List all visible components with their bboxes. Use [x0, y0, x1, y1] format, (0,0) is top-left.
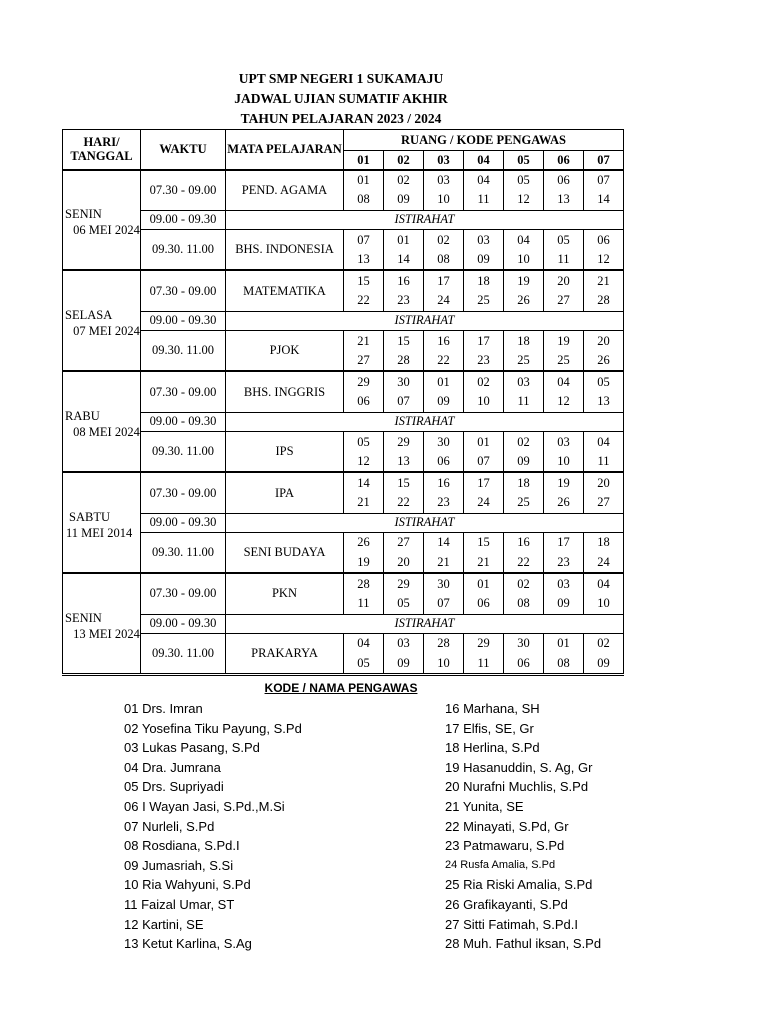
- supervisor-code: 23: [384, 291, 424, 311]
- supervisor-code: 19: [544, 472, 584, 493]
- header-room-03: 03: [424, 151, 464, 170]
- supervisor-entry: 23 Patmawaru, S.Pd: [445, 838, 565, 854]
- supervisor-code: 13: [344, 250, 384, 271]
- supervisor-code: 10: [544, 452, 584, 473]
- supervisor-code: 13: [384, 452, 424, 473]
- table-row: [63, 311, 624, 331]
- supervisor-code: 08: [544, 654, 584, 675]
- supervisor-entry: 27 Sitti Fatimah, S.Pd.I: [445, 916, 578, 932]
- supervisor-code: 09: [544, 594, 584, 614]
- supervisor-code: 24: [464, 493, 504, 513]
- supervisor-code: 07: [384, 392, 424, 412]
- header-time: WAKTU: [141, 130, 226, 170]
- supervisor-entry: 01 Drs. Imran: [124, 701, 203, 716]
- legend-title: KODE / NAMA PENGAWAS: [264, 681, 418, 695]
- session-time: 07.30 - 09.00: [141, 371, 226, 412]
- session-subject: PEND. AGAMA: [226, 170, 344, 211]
- supervisor-code: 22: [424, 351, 464, 372]
- supervisor-code: 26: [504, 291, 544, 311]
- supervisor-code: 21: [344, 331, 384, 351]
- session-time: 09.30. 11.00: [141, 634, 226, 675]
- supervisor-entry: 03 Lukas Pasang, S.Pd: [124, 740, 260, 756]
- supervisor-entry: 12 Kartini, SE: [124, 916, 204, 932]
- supervisor-code: 06: [504, 654, 544, 675]
- supervisor-code: 02: [504, 432, 544, 452]
- supervisor-code: 29: [384, 573, 424, 594]
- day-name: SENIN: [65, 206, 102, 221]
- supervisor-entry: 19 Hasanuddin, S. Ag, Gr: [445, 759, 593, 775]
- session-subject: PJOK: [226, 331, 344, 372]
- supervisor-entry: 16 Marhana, SH: [445, 701, 540, 716]
- supervisor-code: 01: [464, 573, 504, 594]
- supervisor-code: 26: [344, 533, 384, 553]
- table-row: [63, 371, 624, 392]
- header-subject: MATA PELAJARAN: [226, 130, 344, 170]
- supervisor-code: 18: [504, 331, 544, 351]
- supervisor-entry: 07 Nurleli, S.Pd: [124, 818, 215, 834]
- table-row: [63, 432, 624, 452]
- supervisor-code: 01: [384, 230, 424, 250]
- supervisor-code: 27: [384, 533, 424, 553]
- session-time: 07.30 - 09.00: [141, 472, 226, 513]
- day-name: SENIN: [65, 610, 102, 625]
- day-date: 11 MEI 2014: [66, 525, 133, 540]
- header-room-06: 06: [544, 151, 584, 170]
- day-date-cell: [63, 472, 141, 573]
- session-subject: PKN: [226, 573, 344, 614]
- supervisor-code: 23: [464, 351, 504, 372]
- supervisor-code: 19: [544, 331, 584, 351]
- day-date: 07 MEI 2024: [73, 323, 140, 338]
- supervisor-code: 10: [464, 392, 504, 412]
- supervisor-code: 06: [584, 230, 624, 250]
- academic-year: TAHUN PELAJARAN 2023 / 2024: [240, 111, 442, 126]
- supervisor-code: 14: [584, 190, 624, 210]
- supervisor-code: 03: [424, 170, 464, 191]
- supervisor-code: 02: [384, 170, 424, 191]
- supervisor-code: 21: [464, 553, 504, 574]
- schedule-body: [63, 170, 624, 675]
- supervisor-code: 12: [544, 392, 584, 412]
- supervisor-entry: 05 Drs. Supriyadi: [124, 779, 224, 795]
- supervisor-code: 04: [344, 634, 384, 654]
- supervisor-code: 03: [464, 230, 504, 250]
- supervisor-code: 04: [544, 371, 584, 392]
- supervisor-code: 17: [464, 472, 504, 493]
- session-subject: SENI BUDAYA: [226, 533, 344, 574]
- supervisor-code: 07: [464, 452, 504, 473]
- supervisor-code: 11: [464, 190, 504, 210]
- break-label: ISTIRAHAT: [226, 311, 624, 331]
- session-time: 07.30 - 09.00: [141, 170, 226, 211]
- session-time: 09.30. 11.00: [141, 533, 226, 574]
- break-time: 09.00 - 09.30: [141, 311, 226, 331]
- table-row: [63, 210, 624, 230]
- supervisor-list-right: [445, 699, 601, 954]
- supervisor-code: 12: [344, 452, 384, 473]
- supervisor-code: 08: [504, 594, 544, 614]
- supervisor-code: 28: [344, 573, 384, 594]
- supervisor-code: 25: [544, 351, 584, 372]
- session-subject: IPA: [226, 472, 344, 513]
- table-row: [63, 614, 624, 634]
- supervisor-code: 01: [464, 432, 504, 452]
- supervisor-code: 21: [584, 270, 624, 291]
- header-room-07: 07: [584, 151, 624, 170]
- supervisor-code: 24: [424, 291, 464, 311]
- supervisor-code: 05: [344, 432, 384, 452]
- break-label: ISTIRAHAT: [226, 513, 624, 533]
- supervisor-code: 04: [584, 432, 624, 452]
- session-time: 09.30. 11.00: [141, 230, 226, 271]
- supervisor-entry: 22 Minayati, S.Pd, Gr: [445, 818, 569, 834]
- table-row: [63, 634, 624, 654]
- supervisor-entry: 17 Elfis, SE, Gr: [445, 720, 534, 736]
- supervisor-code: 08: [424, 250, 464, 271]
- supervisor-code: 30: [424, 432, 464, 452]
- supervisor-code: 04: [504, 230, 544, 250]
- supervisor-entry: 28 Muh. Fathul iksan, S.Pd: [445, 936, 602, 952]
- supervisor-entry: 02 Yosefina Tiku Payung, S.Pd: [124, 720, 302, 736]
- supervisor-code: 01: [424, 371, 464, 392]
- session-subject: PRAKARYA: [226, 634, 344, 675]
- supervisor-code: 16: [424, 472, 464, 493]
- supervisor-code: 20: [584, 331, 624, 351]
- supervisor-code: 14: [424, 533, 464, 553]
- supervisor-code: 20: [584, 472, 624, 493]
- supervisor-code: 22: [384, 493, 424, 513]
- supervisor-code: 18: [584, 533, 624, 553]
- supervisor-code: 03: [544, 432, 584, 452]
- supervisor-entry: 04 Dra. Jumrana: [124, 759, 221, 775]
- supervisor-code: 19: [504, 270, 544, 291]
- table-row: [63, 513, 624, 533]
- break-time: 09.00 - 09.30: [141, 614, 226, 634]
- supervisor-code: 07: [424, 594, 464, 614]
- supervisor-code: 05: [504, 170, 544, 191]
- supervisor-entry: 11 Faizal Umar, ST: [124, 896, 235, 912]
- day-name: SABTU: [69, 509, 110, 524]
- supervisor-code: 01: [344, 170, 384, 191]
- supervisor-code: 26: [544, 493, 584, 513]
- supervisor-code: 13: [544, 190, 584, 210]
- supervisor-code: 20: [544, 270, 584, 291]
- table-row: [63, 170, 624, 191]
- break-label: ISTIRAHAT: [226, 210, 624, 230]
- supervisor-code: 10: [504, 250, 544, 271]
- supervisor-entry: 24 Rusfa Amalia, S.Pd: [445, 858, 556, 871]
- supervisor-entry: 18 Herlina, S.Pd: [445, 740, 540, 756]
- supervisor-code: 10: [424, 654, 464, 675]
- header-room-02: 02: [384, 151, 424, 170]
- supervisor-code: 16: [384, 270, 424, 291]
- supervisor-code: 23: [544, 553, 584, 574]
- supervisor-code: 18: [504, 472, 544, 493]
- supervisor-entry: 10 Ria Wahyuni, S.Pd: [124, 877, 251, 893]
- supervisor-code: 27: [344, 351, 384, 372]
- supervisor-code: 27: [544, 291, 584, 311]
- supervisor-code: 14: [344, 472, 384, 493]
- supervisor-code: 15: [464, 533, 504, 553]
- table-row: [63, 270, 624, 291]
- session-subject: IPS: [226, 432, 344, 473]
- day-date-cell: [63, 573, 141, 674]
- supervisor-code: 26: [584, 351, 624, 372]
- school-name: UPT SMP NEGERI 1 SUKAMAJU: [238, 71, 444, 86]
- header-day-date: HARI/ TANGGAL: [63, 130, 141, 170]
- supervisor-code: 10: [584, 594, 624, 614]
- supervisor-code: 23: [424, 493, 464, 513]
- supervisor-code: 17: [424, 270, 464, 291]
- supervisor-code: 20: [384, 553, 424, 574]
- supervisor-code: 27: [584, 493, 624, 513]
- supervisor-entry: 20 Nurafni Muchlis, S.Pd: [445, 779, 589, 795]
- supervisor-code: 04: [464, 170, 504, 191]
- day-name: RABU: [65, 408, 100, 423]
- day-name: SELASA: [65, 307, 113, 322]
- supervisor-code: 25: [504, 493, 544, 513]
- table-row: [63, 533, 624, 553]
- supervisor-code: 17: [464, 331, 504, 351]
- supervisor-code: 21: [344, 493, 384, 513]
- supervisor-code: 09: [424, 392, 464, 412]
- supervisor-code: 16: [504, 533, 544, 553]
- supervisor-code: 09: [384, 654, 424, 675]
- supervisor-code: 03: [384, 634, 424, 654]
- supervisor-code: 28: [584, 291, 624, 311]
- header-room-05: 05: [504, 151, 544, 170]
- supervisor-code: 15: [384, 472, 424, 493]
- supervisor-entry: 06 I Wayan Jasi, S.Pd.,M.Si: [124, 798, 285, 814]
- session-time: 09.30. 11.00: [141, 432, 226, 473]
- supervisor-code: 05: [584, 371, 624, 392]
- supervisor-entry: 09 Jumasriah, S.Si: [124, 857, 234, 873]
- table-row: [63, 472, 624, 493]
- supervisor-code: 22: [344, 291, 384, 311]
- supervisor-code: 09: [464, 250, 504, 271]
- table-row: [63, 573, 624, 594]
- supervisor-code: 09: [584, 654, 624, 675]
- supervisor-code: 08: [344, 190, 384, 210]
- session-time: 07.30 - 09.00: [141, 573, 226, 614]
- supervisor-entry: 21 Yunita, SE: [445, 798, 524, 814]
- break-time: 09.00 - 09.30: [141, 513, 226, 533]
- header-room-01: 01: [344, 151, 384, 170]
- supervisor-code: 02: [584, 634, 624, 654]
- supervisor-code: 11: [464, 654, 504, 675]
- supervisor-code: 11: [584, 452, 624, 473]
- supervisor-list-left: [124, 699, 302, 954]
- supervisor-code: 22: [504, 553, 544, 574]
- supervisor-code: 05: [544, 230, 584, 250]
- table-row: [63, 412, 624, 432]
- supervisor-code: 02: [424, 230, 464, 250]
- supervisor-code: 03: [544, 573, 584, 594]
- supervisor-code: 05: [344, 654, 384, 675]
- supervisor-code: 29: [344, 371, 384, 392]
- session-time: 07.30 - 09.00: [141, 270, 226, 311]
- day-date: 08 MEI 2024: [73, 424, 140, 439]
- supervisor-code: 04: [584, 573, 624, 594]
- supervisor-code: 12: [504, 190, 544, 210]
- supervisor-entry: 13 Ketut Karlina, S.Ag: [124, 936, 252, 952]
- supervisor-code: 05: [384, 594, 424, 614]
- supervisor-code: 11: [504, 392, 544, 412]
- day-date: 06 MEI 2024: [73, 222, 140, 237]
- supervisor-code: 28: [384, 351, 424, 372]
- session-subject: BHS. INDONESIA: [226, 230, 344, 271]
- supervisor-code: 14: [384, 250, 424, 271]
- supervisor-entry: 26 Grafikayanti, S.Pd: [445, 896, 568, 912]
- supervisor-code: 16: [424, 331, 464, 351]
- supervisor-code: 17: [544, 533, 584, 553]
- supervisor-code: 25: [464, 291, 504, 311]
- supervisor-code: 06: [464, 594, 504, 614]
- supervisor-code: 15: [344, 270, 384, 291]
- supervisor-code: 03: [504, 371, 544, 392]
- supervisor-code: 11: [344, 594, 384, 614]
- supervisor-code: 21: [424, 553, 464, 574]
- supervisor-entry: 25 Ria Riski Amalia, S.Pd: [445, 877, 593, 893]
- session-time: 09.30. 11.00: [141, 331, 226, 372]
- table-row: [63, 331, 624, 351]
- day-date-cell: [63, 170, 141, 271]
- supervisor-code: 30: [384, 371, 424, 392]
- supervisor-code: 28: [424, 634, 464, 654]
- supervisor-code: 09: [504, 452, 544, 473]
- header-room-04: 04: [464, 151, 504, 170]
- supervisor-code: 29: [384, 432, 424, 452]
- break-time: 09.00 - 09.30: [141, 210, 226, 230]
- supervisor-code: 02: [464, 371, 504, 392]
- session-subject: BHS. INGGRIS: [226, 371, 344, 412]
- supervisor-code: 30: [504, 634, 544, 654]
- supervisor-code: 10: [424, 190, 464, 210]
- day-date-cell: [63, 270, 141, 371]
- supervisor-code: 13: [584, 392, 624, 412]
- supervisor-code: 18: [464, 270, 504, 291]
- document-title: JADWAL UJIAN SUMATIF AKHIR: [234, 91, 448, 106]
- supervisor-code: 09: [384, 190, 424, 210]
- supervisor-code: 07: [584, 170, 624, 191]
- supervisor-code: 12: [584, 250, 624, 271]
- supervisor-code: 15: [384, 331, 424, 351]
- break-label: ISTIRAHAT: [226, 614, 624, 634]
- supervisor-code: 24: [584, 553, 624, 574]
- supervisor-code: 01: [544, 634, 584, 654]
- supervisor-code: 06: [344, 392, 384, 412]
- session-subject: MATEMATIKA: [226, 270, 344, 311]
- supervisor-code: 02: [504, 573, 544, 594]
- break-time: 09.00 - 09.30: [141, 412, 226, 432]
- supervisor-code: 07: [344, 230, 384, 250]
- supervisor-code: 06: [424, 452, 464, 473]
- day-date: 13 MEI 2024: [73, 626, 140, 641]
- supervisor-code: 25: [504, 351, 544, 372]
- supervisor-code: 29: [464, 634, 504, 654]
- supervisor-code: 30: [424, 573, 464, 594]
- exam-schedule-table: [62, 129, 624, 676]
- break-label: ISTIRAHAT: [226, 412, 624, 432]
- table-row: [63, 230, 624, 250]
- day-date-cell: [63, 371, 141, 472]
- header-rooms: RUANG / KODE PENGAWAS: [344, 130, 624, 151]
- supervisor-entry: 08 Rosdiana, S.Pd.I: [124, 838, 240, 854]
- supervisor-code: 11: [544, 250, 584, 271]
- supervisor-code: 19: [344, 553, 384, 574]
- supervisor-code: 06: [544, 170, 584, 191]
